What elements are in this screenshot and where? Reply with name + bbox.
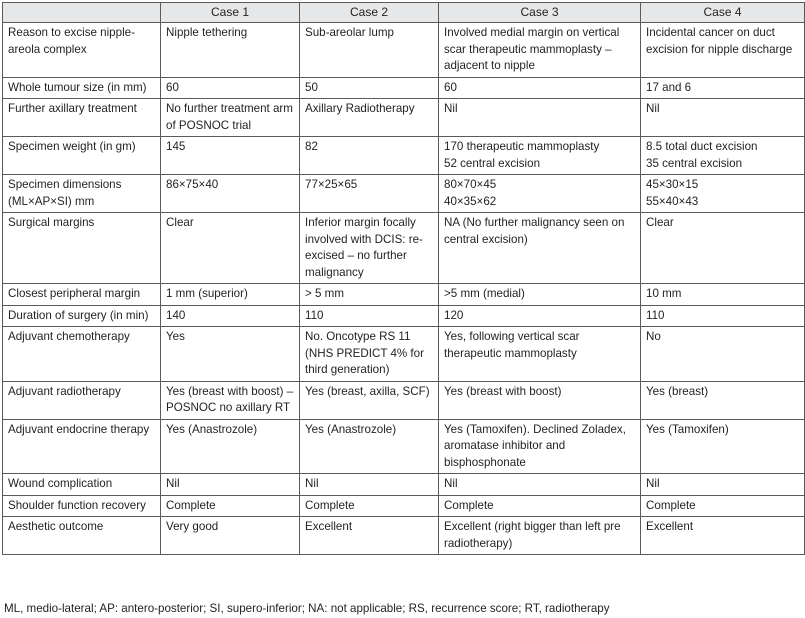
table-cell-case-3: Complete	[439, 495, 641, 517]
table-cell-case-4: 8.5 total duct excision 35 central excision	[641, 137, 805, 175]
table-footnote: ML, medio-lateral; AP: antero-posterior; SI, supero-inferior; NA: not applicable; RS, recurrence score; RT, radiotherapy	[4, 602, 610, 615]
table-cell-case-2: Inferior margin focally involved with DCIS: re-excised – no further malignancy	[300, 213, 439, 284]
table-row	[3, 474, 805, 496]
header-cell-case-4: Case 4	[641, 3, 805, 23]
table-cell-case-3: Nil	[439, 474, 641, 496]
row-label: Further axillary treatment	[3, 99, 161, 137]
table-cell-case-3: Yes, following vertical scar therapeutic mammoplasty	[439, 327, 641, 382]
table-cell-case-3: >5 mm (medial)	[439, 284, 641, 306]
header-cell-case-3: Case 3	[439, 3, 641, 23]
table-row	[3, 77, 805, 99]
table-row	[3, 99, 805, 137]
row-label: Shoulder function recovery	[3, 495, 161, 517]
table-cell-case-4: Excellent	[641, 517, 805, 555]
table-cell-case-1: Yes (breast with boost) – POSNOC no axillary RT	[161, 381, 300, 419]
table-cell-case-4: Complete	[641, 495, 805, 517]
table-cell-case-4: 45×30×15 55×40×43	[641, 175, 805, 213]
row-label: Adjuvant radiotherapy	[3, 381, 161, 419]
header-row	[3, 3, 805, 23]
table-cell-case-2: Excellent	[300, 517, 439, 555]
table-row	[3, 175, 805, 213]
row-label: Surgical margins	[3, 213, 161, 284]
table-cell-case-1: Nil	[161, 474, 300, 496]
table-cell-case-2: Axillary Radiotherapy	[300, 99, 439, 137]
table-header	[3, 3, 805, 23]
table-cell-case-3: 60	[439, 77, 641, 99]
table-cell-case-2: Complete	[300, 495, 439, 517]
row-label: Specimen weight (in gm)	[3, 137, 161, 175]
table-row	[3, 23, 805, 78]
table-cell-case-3: Yes (Tamoxifen). Declined Zoladex, aromatase inhibitor and bisphosphonate	[439, 419, 641, 474]
table-row	[3, 381, 805, 419]
table-cell-case-2: 50	[300, 77, 439, 99]
row-label: Duration of surgery (in min)	[3, 305, 161, 327]
table-cell-case-2: > 5 mm	[300, 284, 439, 306]
table-cell-case-4: 10 mm	[641, 284, 805, 306]
table-cell-case-1: 1 mm (superior)	[161, 284, 300, 306]
row-label: Aesthetic outcome	[3, 517, 161, 555]
table-cell-case-2: 82	[300, 137, 439, 175]
table-cell-case-2: Sub-areolar lump	[300, 23, 439, 78]
table-cell-case-3: NA (No further malignancy seen on central excision)	[439, 213, 641, 284]
table-cell-case-1: No further treatment arm of POSNOC trial	[161, 99, 300, 137]
table-body	[3, 23, 805, 555]
table-cell-case-4: No	[641, 327, 805, 382]
table-row	[3, 419, 805, 474]
table-cell-case-3: Involved medial margin on vertical scar therapeutic mammoplasty – adjacent to nipple	[439, 23, 641, 78]
table-row	[3, 284, 805, 306]
table-cell-case-2: 77×25×65	[300, 175, 439, 213]
table-cell-case-1: Nipple tethering	[161, 23, 300, 78]
table-cell-case-4: Nil	[641, 474, 805, 496]
row-label: Reason to excise nipple-areola complex	[3, 23, 161, 78]
table-cell-case-1: 140	[161, 305, 300, 327]
table-row	[3, 517, 805, 555]
table-row	[3, 327, 805, 382]
header-cell-case-1: Case 1	[161, 3, 300, 23]
table-cell-case-1: 60	[161, 77, 300, 99]
table-cell-case-3: Excellent (right bigger than left pre radiotherapy)	[439, 517, 641, 555]
row-label: Adjuvant endocrine therapy	[3, 419, 161, 474]
header-cell-label	[3, 3, 161, 23]
table-cell-case-4: Nil	[641, 99, 805, 137]
table-cell-case-3: Nil	[439, 99, 641, 137]
table-cell-case-3: 170 therapeutic mammoplasty 52 central excision	[439, 137, 641, 175]
table-cell-case-2: Yes (breast, axilla, SCF)	[300, 381, 439, 419]
case-comparison-table	[2, 2, 805, 555]
table-cell-case-3: 80×70×45 40×35×62	[439, 175, 641, 213]
table-cell-case-2: No. Oncotype RS 11 (NHS PREDICT 4% for third generation)	[300, 327, 439, 382]
row-label: Specimen dimensions (ML×AP×SI) mm	[3, 175, 161, 213]
table-cell-case-1: Very good	[161, 517, 300, 555]
table-cell-case-1: 86×75×40	[161, 175, 300, 213]
table-cell-case-1: Clear	[161, 213, 300, 284]
row-label: Closest peripheral margin	[3, 284, 161, 306]
table-cell-case-4: Clear	[641, 213, 805, 284]
table-row	[3, 137, 805, 175]
table-cell-case-1: Yes (Anastrozole)	[161, 419, 300, 474]
table-cell-case-1: Yes	[161, 327, 300, 382]
table-row	[3, 495, 805, 517]
row-label: Wound complication	[3, 474, 161, 496]
table-cell-case-1: Complete	[161, 495, 300, 517]
table-row	[3, 213, 805, 284]
table-cell-case-1: 145	[161, 137, 300, 175]
table-cell-case-4: Incidental cancer on duct excision for nipple discharge	[641, 23, 805, 78]
table-cell-case-2: Yes (Anastrozole)	[300, 419, 439, 474]
table-row	[3, 305, 805, 327]
table-cell-case-2: 110	[300, 305, 439, 327]
row-label: Whole tumour size (in mm)	[3, 77, 161, 99]
table-cell-case-4: 110	[641, 305, 805, 327]
table-cell-case-4: Yes (Tamoxifen)	[641, 419, 805, 474]
table-cell-case-4: 17 and 6	[641, 77, 805, 99]
table-cell-case-3: Yes (breast with boost)	[439, 381, 641, 419]
table-cell-case-4: Yes (breast)	[641, 381, 805, 419]
header-cell-case-2: Case 2	[300, 3, 439, 23]
row-label: Adjuvant chemotherapy	[3, 327, 161, 382]
table-cell-case-2: Nil	[300, 474, 439, 496]
table-cell-case-3: 120	[439, 305, 641, 327]
